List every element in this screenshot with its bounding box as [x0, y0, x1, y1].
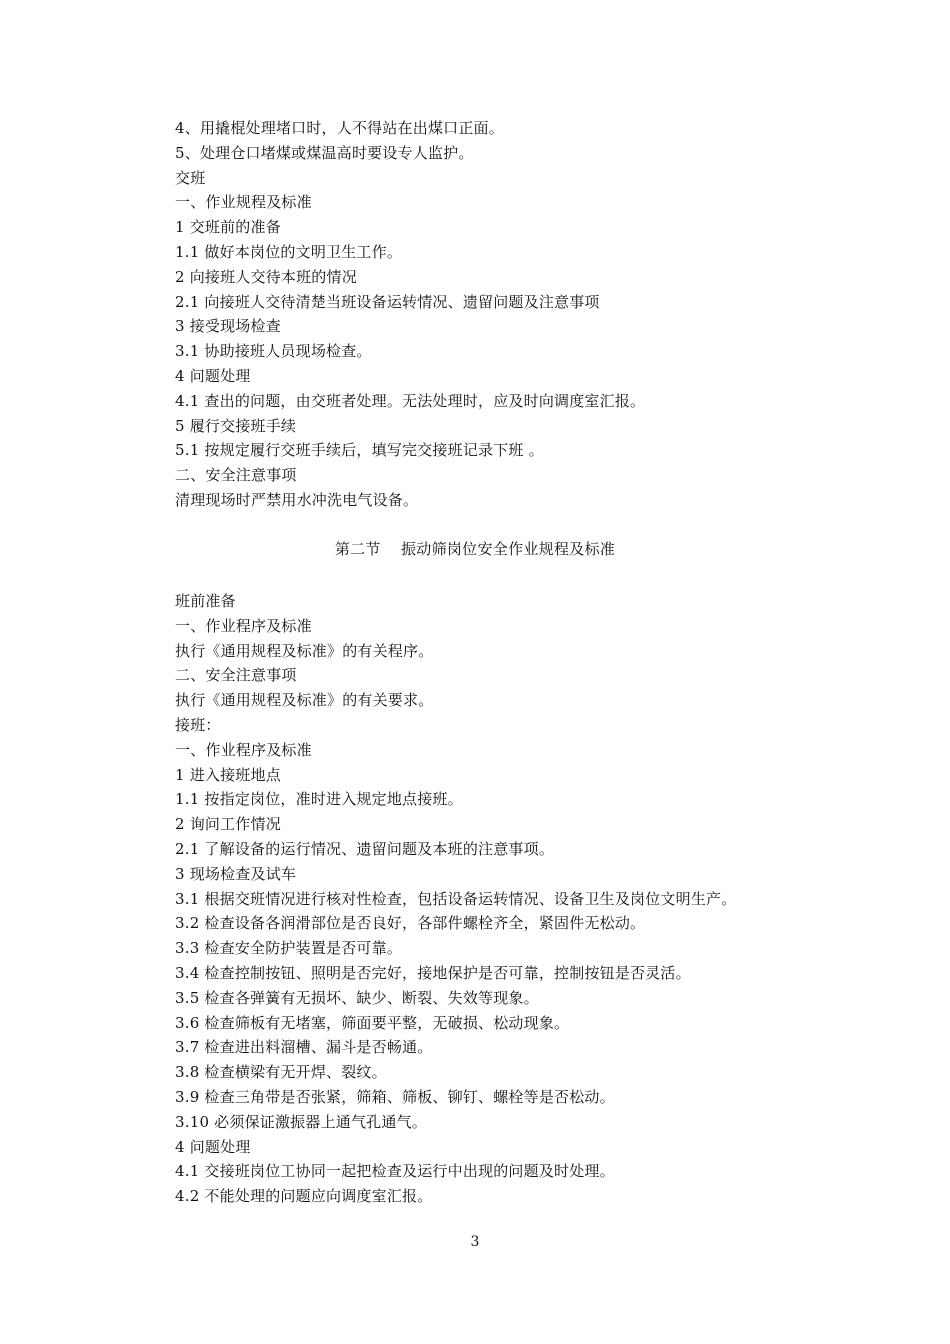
- heading-pre-shift: 班前准备: [175, 592, 236, 610]
- text-line: 3.1 协助接班人员现场检查。: [175, 342, 372, 361]
- text-line: 3.4 检查控制按钮、照明是否完好，接地保护是否可靠，控制按钮是否灵活。: [175, 963, 691, 982]
- text-line: 4.1 交接班岗位工协同一起把检查及运行中出现的问题及时处理。: [175, 1162, 615, 1181]
- text-line: 5 履行交接班手续: [175, 416, 297, 435]
- text-line: 执行《通用规程及标准》的有关要求。: [175, 691, 434, 710]
- text-line: 4 问题处理: [175, 1137, 251, 1156]
- text-block-handover: [175, 116, 815, 513]
- text-line: 3.2 检查设备各润滑部位是否良好，各部件螺栓齐全，紧固件无松动。: [175, 914, 646, 933]
- text-block-vibrating-screen: [175, 589, 835, 1209]
- text-line: 3.10 必须保证激振器上通气孔通气。: [175, 1112, 427, 1131]
- text-line: 3.9 检查三角带是否张紧，筛箱、筛板、铆钉、螺栓等是否松动。: [175, 1087, 615, 1106]
- text-line: 3.7 检查进出料溜槽、漏斗是否畅通。: [175, 1038, 433, 1057]
- text-line: 1.1 按指定岗位，准时进入规定地点接班。: [175, 790, 463, 809]
- text-line: 3.1 根据交班情况进行核对性检查，包括设备运转情况、设备卫生及岗位文明生产。: [175, 889, 737, 908]
- text-line: 2.1 向接班人交待清楚当班设备运转情况、遗留问题及注意事项: [175, 292, 600, 311]
- text-line: 5.1 按规定履行交班手续后，填写完交接班记录下班 。: [175, 441, 544, 460]
- text-line: 执行《通用规程及标准》的有关程序。: [175, 641, 434, 660]
- text-line: 3.8 检查横梁有无开焊、裂纹。: [175, 1063, 387, 1082]
- text-line: 3 接受现场检查: [175, 317, 281, 336]
- text-line: 二、安全注意事项: [175, 466, 297, 485]
- text-line: 3.5 检查各弹簧有无损坏、缺少、断裂、失效等现象。: [175, 988, 539, 1007]
- heading-take-over: 接班：: [175, 715, 221, 734]
- text-line: 一、作业程序及标准: [175, 740, 312, 759]
- text-line: 5、处理仓口堵煤或煤温高时要设专人监护。: [175, 143, 474, 162]
- text-line: 3.3 检查安全防护装置是否可靠。: [175, 939, 403, 958]
- page-number: 3: [470, 1234, 480, 1250]
- text-line: 2.1 了解设备的运行情况、遗留问题及本班的注意事项。: [175, 839, 555, 858]
- text-line: 4、用撬棍处理堵口时，人不得站在出煤口正面。: [175, 119, 504, 137]
- text-line: 一、作业程序及标准: [175, 616, 312, 635]
- text-line: 4 问题处理: [175, 366, 251, 385]
- text-line: 4.2 不能处理的问题应向调度室汇报。: [175, 1187, 433, 1206]
- text-line: 1.1 做好本岗位的文明卫生工作。: [175, 242, 403, 261]
- text-line: 一、作业规程及标准: [175, 193, 312, 212]
- text-line: 1 交班前的准备: [175, 218, 281, 237]
- text-line: 3 现场检查及试车: [175, 864, 297, 883]
- heading-handover: 交班: [175, 168, 206, 187]
- text-line: 2 向接班人交待本班的情况: [175, 267, 357, 286]
- section-title: 第二节 振动筛岗位安全作业规程及标准: [334, 540, 616, 558]
- text-line: 1 进入接班地点: [175, 765, 281, 784]
- text-line: 2 询问工作情况: [175, 815, 281, 834]
- text-line: 二、安全注意事项: [175, 666, 297, 685]
- text-line: 清理现场时严禁用水冲洗电气设备。: [175, 490, 419, 509]
- text-line: 4.1 查出的问题，由交班者处理。无法处理时，应及时向调度室汇报。: [175, 391, 646, 410]
- text-line: 3.6 检查筛板有无堵塞，筛面要平整，无破损、松动现象。: [175, 1013, 570, 1032]
